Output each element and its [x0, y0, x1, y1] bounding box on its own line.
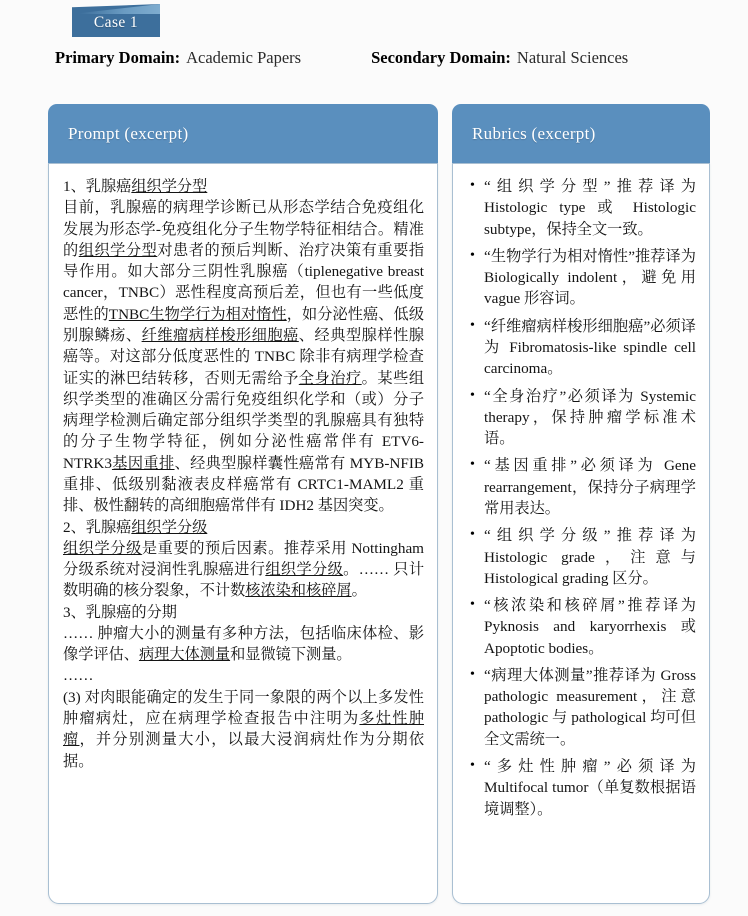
rubrics-panel	[452, 104, 710, 904]
rubric-item: • “纤维瘤病样梭形细胞癌”必须译为 Fibromatosis-like spindle cell carcinoma。	[484, 316, 696, 380]
prompt-panel	[48, 104, 438, 904]
prompt-paragraph: (3) 对肉眼能确定的发生于同一象限的两个以上多发性肿瘤病灶，应在病理学检查报告中注明为多灶性肿瘤，并分别测量大小，以最大浸润病灶作为分期依据。	[63, 688, 425, 770]
prompt-panel-body	[48, 163, 438, 904]
rubric-item: • “病理大体测量”推荐译为 Gross pathologic measurement，注意 pathologic 与 pathological 均可但全文需统一。	[484, 665, 696, 750]
rubric-item: • “多灶性肿瘤”必须译为 Multifocal tumor（单复数根据语境调整）。	[484, 756, 696, 820]
prompt-paragraph: 2、乳腺癌组织学分级	[63, 518, 208, 536]
secondary-domain-value: Natural Sciences	[516, 48, 629, 67]
panels-container	[48, 104, 710, 904]
prompt-paragraph: ……	[63, 667, 94, 685]
underlined-term: 多灶性肿瘤	[63, 710, 425, 749]
prompt-paragraph: 目前，乳腺癌的病理学诊断已从形态学结合免疫组化发展为形态学-免疫组化分子生物学特征相结合。精准的组织学分型对患者的预后判断、治疗决策有重要指导作用。如大部分三阴性乳腺癌（tiplenegative breast cancer，TNBC）恶性程度高预后差，但也有一些低度恶性的TNBC生物学行为相对惰性，如分泌性癌、低级别腺鳞疡、纤维瘤病样梭形细胞癌、经典型腺样性腺癌等。对这部分低度恶性的 TNBC 除非有病理学检查证实的淋巴结转移，否则无需给予全身治疗。某些组织学类型的准确区分需行免疫组织化学和（或）分子病理学检测后确定部分组织学类型的乳腺癌具有独特的分子生物学特征，例如分泌性癌常伴有 ETV6-NTRK3基因重排、经典型腺样囊性癌常有 MYB-NFIB 重排、低级别黏液表皮样癌常有 CRTC1-MAML2 重排、极性翻转的高细胞癌常伴有 IDH2 基因突变。	[63, 199, 425, 515]
primary-domain-group	[55, 48, 301, 68]
underlined-term: 全身治疗	[298, 369, 362, 387]
prompt-paragraph: 组织学分级是重要的预后因素。推荐采用 Nottingham 分级系统对浸润性乳腺癌进行组织学分级。…… 只计数明确的核分裂象，不计数核浓染和核碎屑。	[63, 539, 425, 600]
underlined-term: TNBC生物学行为相对惰性	[108, 305, 287, 323]
rubrics-panel-body	[452, 163, 710, 904]
rubric-item: • “全身治疗”必须译为 Systemic therapy，保持肿瘤学标准术语。	[484, 386, 696, 450]
prompt-paragraph: 1、乳腺癌组织学分型	[63, 178, 208, 195]
rubric-item: • “核浓染和核碎屑”推荐译为 Pyknosis and karyorrhexis 或 Apoptotic bodies。	[484, 595, 696, 659]
rubrics-list	[467, 176, 696, 820]
underlined-term: 基因重排	[111, 454, 175, 472]
prompt-panel-header: Prompt (excerpt)	[48, 104, 438, 163]
prompt-text-content	[63, 176, 424, 772]
underlined-term: 核浓染和核碎屑	[245, 582, 352, 600]
rubric-item: • “组织学分级”推荐译为 Histologic grade，注意与 Histological grading 区分。	[484, 525, 696, 589]
case-badge-label: Case 1	[93, 14, 139, 31]
rubrics-panel-header: Rubrics (excerpt)	[452, 104, 710, 163]
underlined-term: 组织学分级	[265, 561, 344, 579]
secondary-domain-label: Secondary Domain:	[371, 48, 511, 67]
rubric-item: • “生物学行为相对惰性”推荐译为 Biologically indolent，避免用 vague 形容词。	[484, 246, 696, 310]
underlined-term: 组织学分级	[131, 518, 208, 536]
underlined-term: 病理大体测量	[138, 646, 231, 664]
case-badge	[72, 4, 160, 37]
prompt-paragraph: 3、乳腺癌的分期	[63, 603, 177, 621]
rubric-item: • “组织学分型”推荐译为 Histologic type 或 Histologic subtype，保持全文一致。	[484, 176, 696, 240]
secondary-domain-group	[371, 48, 628, 68]
rubric-item: • “基因重排”必须译为 Gene rearrangement，保持分子病理学常用表达。	[484, 455, 696, 519]
primary-domain-value: Academic Papers	[186, 48, 302, 67]
underlined-term: 纤维瘤病样梭形细胞癌	[141, 326, 299, 344]
underlined-term: 组织学分型	[78, 241, 158, 259]
primary-domain-label: Primary Domain:	[55, 48, 181, 67]
underlined-term: 组织学分级	[63, 539, 142, 557]
prompt-paragraph: …… 肿瘤大小的测量有多种方法，包括临床体检、影像学评估、病理大体测量和显微镜下测量。	[63, 624, 424, 664]
underlined-term: 组织学分型	[131, 178, 208, 195]
domain-metadata-row	[0, 45, 748, 71]
